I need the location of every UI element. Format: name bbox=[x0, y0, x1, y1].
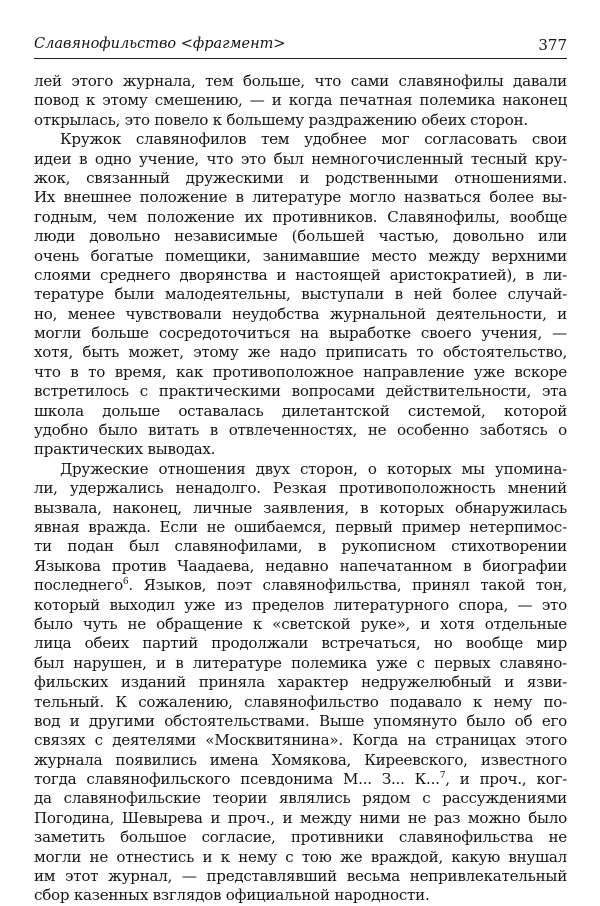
text-line: встретилось с практическими вопросами действительности, эта bbox=[34, 382, 567, 401]
text-line: тельный. К сожалению, славянофильство подавало к нему по- bbox=[34, 692, 567, 711]
text-line: Дружеские отношения двух сторон, о которых мы упомина- bbox=[60, 459, 567, 478]
text-line: Погодина, Шевырева и проч., и между ними не раз можно было bbox=[34, 808, 567, 827]
text-line: идеи в одно учение, что это был немногочисленный тесный кру- bbox=[34, 149, 567, 168]
text-line: фильских изданий приняла характер недружелюбный и язви- bbox=[34, 673, 567, 692]
text-line: годным, чем положение их противников. Славянофилы, вообще bbox=[34, 207, 567, 226]
text-line: сбор казенных взглядов официальной народности. bbox=[34, 886, 430, 905]
text-line: жок, связанный дружескими и родственными отношениями. bbox=[34, 168, 567, 187]
text-line: практических выводах. bbox=[34, 440, 216, 459]
text-line: хотя, быть может, этому же надо приписать то обстоятельство, bbox=[34, 343, 567, 362]
text-line: школа дольше оставалась дилетантской системой, которой bbox=[34, 401, 567, 420]
text-line: который выходил уже из пределов литературного спора, — это bbox=[34, 595, 567, 614]
page-number: 377 bbox=[538, 36, 567, 54]
text-fragment: . Языков, поэт славянофильства, принял такой тон, bbox=[128, 576, 567, 595]
text-line: да славянофильские теории являлись рядом с рассуждениями bbox=[34, 789, 567, 808]
text-fragment: , и проч., ког- bbox=[445, 770, 567, 789]
text-line bbox=[34, 576, 567, 595]
text-line: слоями среднего дворянства и настоящей аристократией), в ли- bbox=[34, 265, 567, 284]
text-line: что в то время, как противоположное направление уже вскоре bbox=[34, 362, 567, 381]
text-line: но, менее чувствовали неудобства журнальной деятельности, и bbox=[34, 304, 567, 323]
text-line: им этот журнал, — представлявший весьма непривлекательный bbox=[34, 867, 567, 886]
text-line: люди довольно независимые (большей частью, довольно или bbox=[34, 227, 567, 246]
text-fragment: последнего bbox=[34, 576, 123, 595]
text-line: был нарушен, и в литературе полемика уже с первых славяно- bbox=[34, 653, 567, 672]
footnote-marker-6[interactable]: 6 bbox=[122, 577, 129, 588]
text-line: ли, удержались ненадолго. Резкая противоположность мнений bbox=[34, 479, 567, 498]
body-text bbox=[34, 72, 567, 906]
text-fragment: тогда славянофильского псевдонима М... З... К... bbox=[34, 770, 440, 789]
text-line: повод к этому смешению, — и когда печатная полемика наконец bbox=[34, 91, 567, 110]
text-line: Языкова против Чаадаева, недавно напечатанном в биографии bbox=[34, 556, 567, 575]
page-header bbox=[34, 34, 567, 59]
text-line: очень богатые помещики, занимавшие место между верхними bbox=[34, 246, 567, 265]
text-line: Их внешнее положение в литературе могло назваться более вы- bbox=[34, 188, 567, 207]
text-line: вызвала, наконец, личные заявления, в которых обнаружилась bbox=[34, 498, 567, 517]
text-line: заметить большое согласие, противники славянофильства не bbox=[34, 828, 567, 847]
text-line: ти подан был славянофилами, в рукописном стихотворении bbox=[34, 537, 567, 556]
text-line: тературе были малодеятельны, выступали в ней более случай- bbox=[34, 285, 567, 304]
text-line: лей этого журнала, тем больше, что сами славянофилы давали bbox=[34, 72, 567, 90]
footnote-marker-7[interactable]: 7 bbox=[439, 771, 446, 782]
text-line: могли больше сосредоточиться на выработке своего учения, — bbox=[34, 324, 567, 343]
text-line: было чуть не обращение к «светской руке», и хотя отдельные bbox=[34, 614, 567, 633]
text-line: журнала появились имена Хомякова, Киреевского, известного bbox=[34, 750, 567, 769]
text-line: открылась, это повело к большему раздражению обеих сторон. bbox=[34, 110, 528, 129]
text-line: явная вражда. Если не ошибаемся, первый пример нетерпимос- bbox=[34, 517, 567, 536]
running-title: Славянофильство <фрагмент> bbox=[34, 36, 286, 52]
text-line bbox=[34, 770, 567, 789]
text-line: вод и другими обстоятельствами. Выше упомянуто было об его bbox=[34, 711, 567, 730]
text-line: лица обеих партий продолжали встречаться, но вообще мир bbox=[34, 634, 567, 653]
text-line: Кружок славянофилов тем удобнее мог согласовать свои bbox=[60, 130, 567, 149]
text-line: связях с деятелями «Москвитянина». Когда на страницах этого bbox=[34, 731, 567, 750]
text-line: могли не отнестись и к нему с тою же враждой, какую внушал bbox=[34, 847, 567, 866]
text-line: удобно было витать в отвлеченностях, не особенно заботясь о bbox=[34, 421, 567, 440]
